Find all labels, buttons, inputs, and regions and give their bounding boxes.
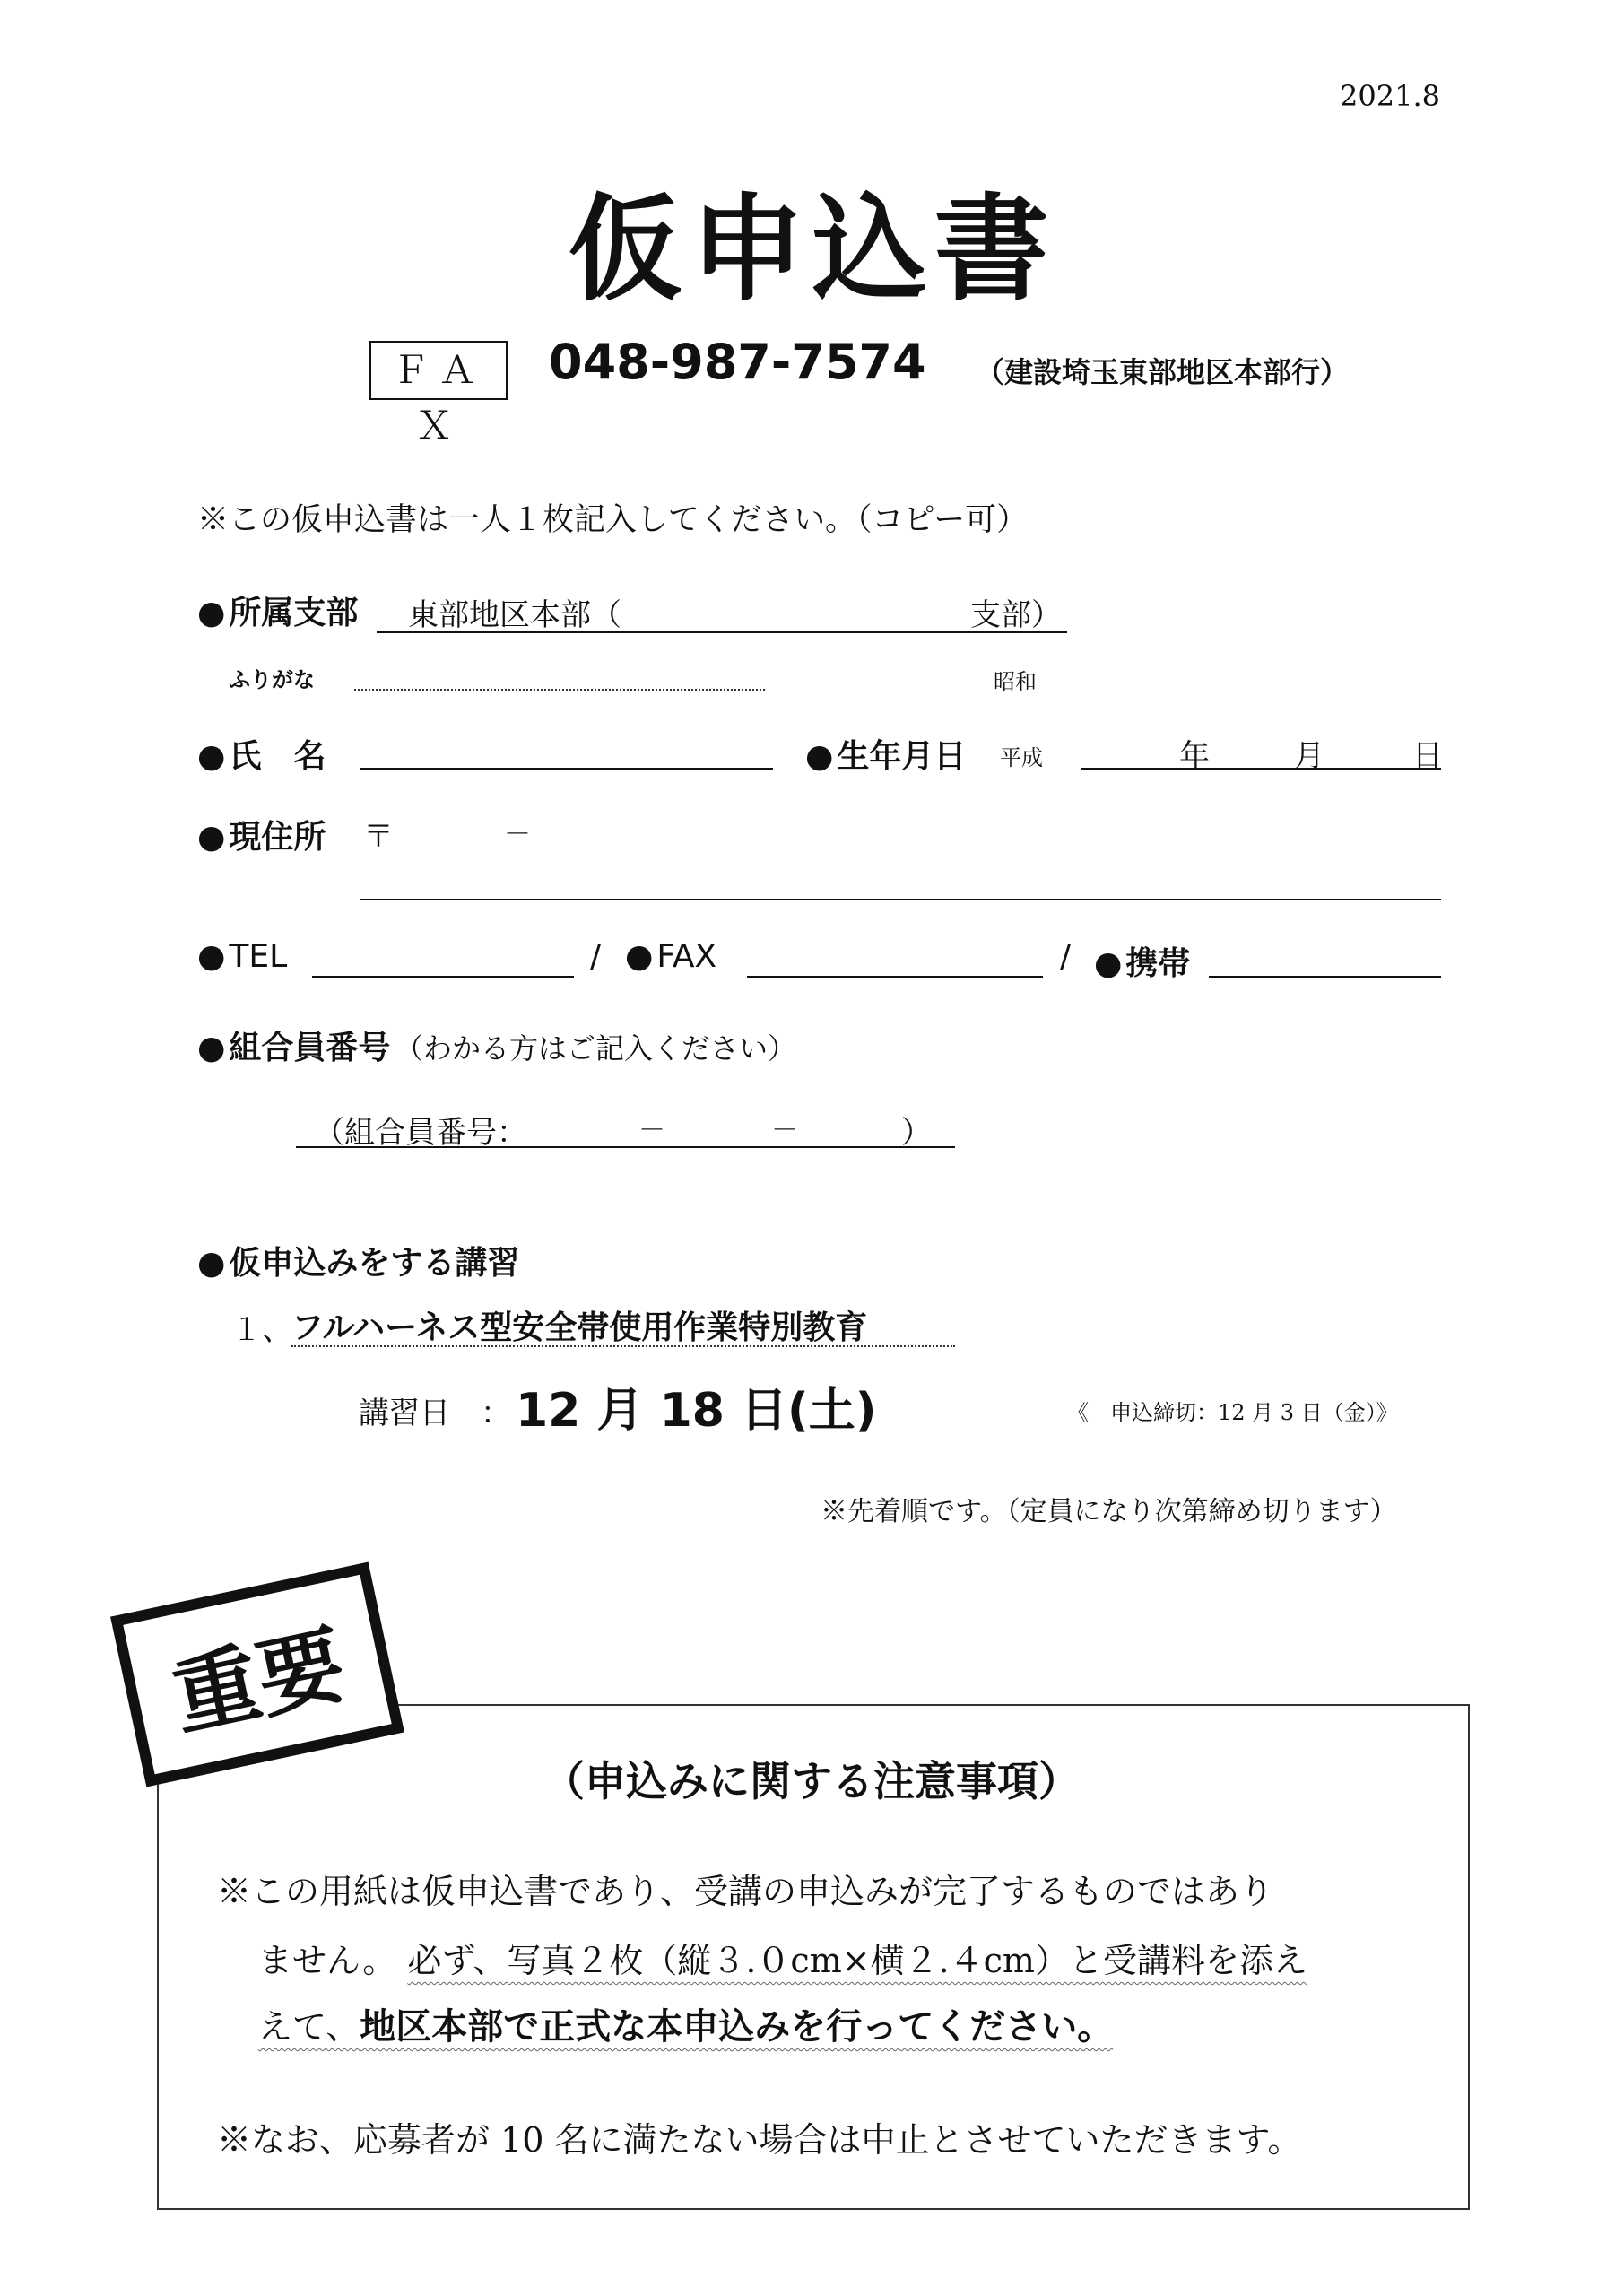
notice-line-4: ※なお、応募者が 10 名に満たない場合は中止とさせていただきます。	[217, 2120, 1302, 2160]
address-label: ● 現住所	[197, 812, 326, 857]
member-close: ）	[901, 1115, 932, 1151]
branch-label: ● 所属支部	[197, 587, 358, 633]
course-name: フルハーネス型安全帯使用作業特別教育	[291, 1309, 868, 1346]
branch-suffix: 支部）	[970, 597, 1062, 633]
birth-label: ● 生年月日	[805, 731, 966, 777]
era-showa: 昭和	[994, 669, 1037, 694]
name-label: ● 氏 名	[197, 731, 326, 777]
member-dash-2: －	[771, 1115, 798, 1146]
mobile-label: ● 携帯	[1094, 938, 1190, 984]
branch-field-line[interactable]	[377, 631, 1067, 633]
notice-heading: （申込みに関する注意事項）	[543, 1757, 1080, 1805]
postal-mark: 〒	[363, 819, 394, 855]
fax-field-line[interactable]	[747, 976, 1043, 978]
course-heading: ● 仮申込みをする講習	[197, 1238, 519, 1283]
member-prefix: （組合員番号：	[314, 1115, 527, 1151]
branch-prefix: 東部地区本部（	[408, 597, 621, 633]
notice-line-1: ※この用紙は仮申込書であり、受講の申込みが完了するものではあり	[217, 1872, 1274, 1911]
page-title: 仮申込書	[568, 183, 1056, 317]
course-date: 12 月 18 日(土)	[516, 1384, 877, 1438]
member-label: ● 組合員番号	[197, 1022, 390, 1068]
course-date-label: 講習日 ：	[359, 1396, 511, 1431]
birth-field-line[interactable]	[1081, 768, 1441, 770]
fax-field-label: ● FAX	[625, 938, 716, 975]
document-date: 2021.8	[1340, 79, 1440, 113]
postal-dash: －	[504, 819, 531, 850]
fax-label-box: ＦＡＸ	[369, 341, 508, 400]
notice-line-2: ません。 必ず、写真２枚（縦３.０cm×横２.４cm）と受講料を添え	[258, 1941, 1307, 1980]
member-hint: （わかる方はご記入ください）	[395, 1031, 797, 1065]
birth-year: 年	[1179, 738, 1210, 774]
mobile-field-line[interactable]	[1209, 976, 1441, 978]
furigana-field-line[interactable]	[354, 689, 765, 691]
fax-number: 048-987-7574	[549, 334, 926, 390]
fax-destination: （建設埼玉東部地区本部行）	[976, 355, 1350, 389]
tel-field-line[interactable]	[312, 976, 574, 978]
first-come-note: ※先着順です。（定員になり次第締め切ります）	[821, 1496, 1397, 1527]
course-number: １、	[231, 1312, 292, 1348]
slash-2: /	[1060, 938, 1072, 975]
important-stamp: 重要	[110, 1562, 404, 1787]
member-dash-1: －	[638, 1115, 665, 1146]
application-deadline: 《 申込締切：12 月 3 日（金）》	[1067, 1400, 1398, 1425]
era-heisei: 平成	[1000, 745, 1043, 770]
name-field-line[interactable]	[360, 768, 773, 770]
notice-line-3: えて、地区本部で正式な本申込みを行ってください。	[258, 2006, 1114, 2048]
furigana-label: ふりがな	[229, 667, 315, 692]
tel-label: ● TEL	[197, 938, 287, 975]
birth-day: 日	[1412, 738, 1443, 774]
course-name-underline	[291, 1345, 955, 1347]
slash-1: /	[590, 938, 602, 975]
one-per-person-note: ※この仮申込書は一人１枚記入してください。（コピー可）	[197, 502, 1029, 538]
member-field-line[interactable]	[296, 1146, 955, 1148]
birth-month: 月	[1294, 738, 1324, 774]
address-field-line[interactable]	[360, 899, 1441, 900]
